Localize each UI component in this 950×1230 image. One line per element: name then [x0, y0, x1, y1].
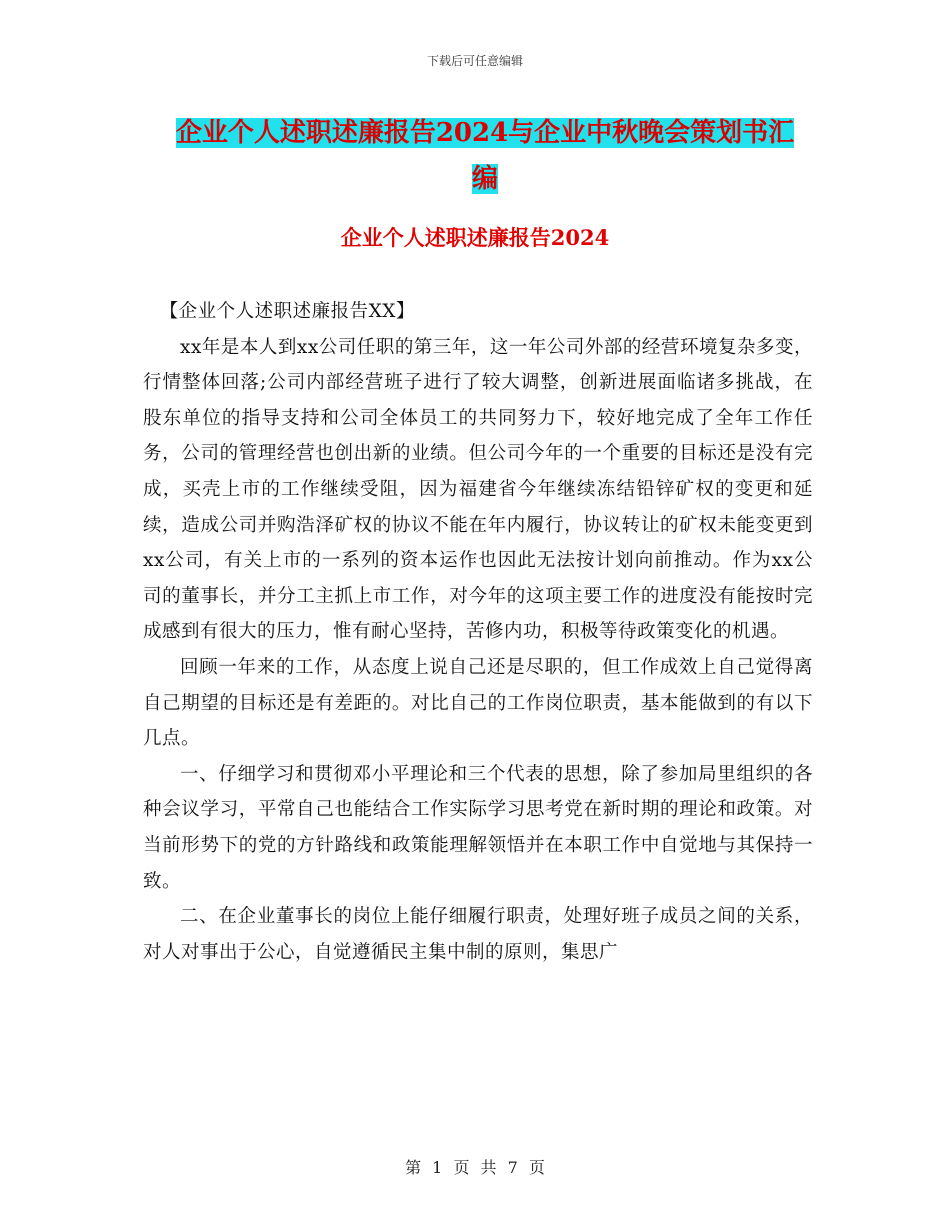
body-paragraph: 回顾一年来的工作，从态度上说自己还是尽职的，但工作成效上自己觉得离自己期望的目标还是有差距的。对比自己的工作岗位职责，基本能做到的有以下几点。 — [143, 656, 813, 750]
document-title-line-2: 编 — [471, 164, 498, 194]
body-paragraph: 一、仔细学习和贯彻邓小平理论和三个代表的思想，除了参加局里组织的各种会议学习，平常自己也能结合工作实际学习思考党在新时期的理论和政策。对当前形势下的党的方针路线和政策能理解领悟并在本职工作中自觉地与其保持一致。 — [143, 763, 813, 892]
page-header-note: 下载后可任意编辑 — [426, 54, 523, 68]
document-title-line-1: 企业个人述职述廉报告2024与企业中秋晚会策划书汇 — [175, 118, 795, 148]
document-title — [140, 110, 830, 202]
body-paragraph: xx年是本人到xx公司任职的第三年，这一年公司外部的经营环境复杂多变，行情整体回落;公司内部经营班子进行了较大调整，创新进展面临诸多挑战，在股东单位的指导支持和公司全体员工的共同努力下，较好地完成了全年工作任务，公司的管理经营也创出新的业绩。但公司今年的一个重要的目标还是没有完成，买壳上市的工作继续受阻，因为福建省今年继续冻结铅锌矿权的变更和延续，造成公司并购浩泽矿权的协议不能在年内履行，协议转让的矿权未能变更到xx公司，有关上市的一系列的资本运作也因此无法按计划向前推动。作为xx公司的董事长，并分工主抓上市工作，对今年的这项主要工作的进度没有能按时完成感到有很大的压力，惟有耐心坚持，苦修内功，积极等待政策变化的机遇。 — [143, 336, 813, 643]
body-paragraph: 二、在企业董事长的岗位上能仔细履行职责，处理好班子成员之间的关系，对人对事出于公心，自觉遵循民主集中制的原则，集思广 — [143, 906, 813, 963]
page-footer: 第 1 页 共 7 页 — [405, 1158, 545, 1177]
body-subheading: 【企业个人述职述廉报告XX】 — [159, 301, 415, 322]
document-body — [143, 294, 813, 970]
section-title: 企业个人述职述廉报告2024 — [340, 225, 610, 250]
